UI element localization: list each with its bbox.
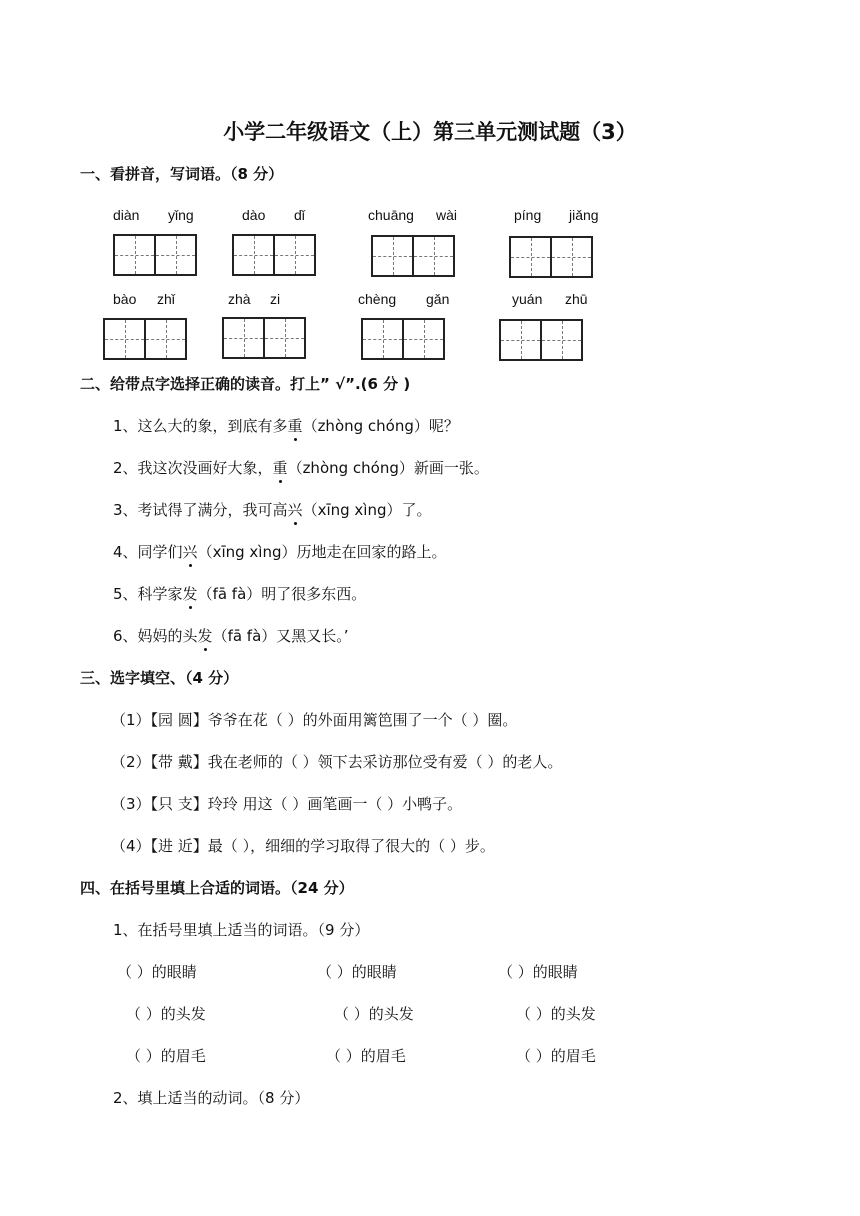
dotted-char: 发 bbox=[182, 585, 198, 603]
pinyin: gǎn bbox=[426, 291, 450, 307]
fill-blank-phrase: （ ）的眉毛 bbox=[516, 1047, 596, 1065]
pinyin: zhū bbox=[565, 291, 588, 307]
dotted-char: 兴 bbox=[287, 501, 303, 519]
question-line: 4、同学们兴（xīng xìng）历地走在回家的路上。 bbox=[113, 543, 447, 561]
fill-blank-line: （4）【进 近】最（ ），细细的学习取得了很大的（ ）步。 bbox=[111, 837, 495, 855]
subquestion-1: 1、在括号里填上适当的词语。（9 分） bbox=[113, 921, 370, 939]
writing-grid[interactable] bbox=[222, 317, 306, 359]
question-line: 5、科学家发（fā fà）明了很多东西。 bbox=[113, 585, 367, 603]
fill-blank-line: （2）【带 戴】我在老师的（ ）领下去采访那位受有爱（ ）的老人。 bbox=[111, 753, 563, 771]
pinyin: zi bbox=[270, 291, 281, 307]
section-1-heading: 一、看拼音，写词语。（8 分） bbox=[80, 165, 284, 183]
fill-blank-phrase: （ ）的头发 bbox=[126, 1005, 206, 1023]
writing-grid[interactable] bbox=[232, 234, 316, 276]
writing-grid[interactable] bbox=[371, 235, 455, 277]
question-line: 6、妈妈的头发（fā fà）又黑又长。’ bbox=[113, 627, 349, 645]
fill-blank-phrase: （ ）的眼睛 bbox=[498, 963, 578, 981]
question-line: 2、我这次没画好大象，重（zhòng chóng）新画一张。 bbox=[113, 459, 489, 477]
section-3-heading: 三、选字填空、（4 分） bbox=[80, 669, 239, 687]
dotted-char: 兴 bbox=[182, 543, 198, 561]
pinyin: dǐ bbox=[294, 207, 305, 223]
fill-blank-phrase: （ ）的眉毛 bbox=[326, 1047, 406, 1065]
subquestion-2: 2、填上适当的动词。（8 分） bbox=[113, 1089, 310, 1107]
fill-blank-phrase: （ ）的头发 bbox=[516, 1005, 596, 1023]
fill-blank-line: （1）【园 圆】爷爷在花（ ）的外面用篱笆围了一个（ ）圈。 bbox=[111, 711, 518, 729]
pinyin: chuāng bbox=[368, 207, 414, 223]
fill-blank-phrase: （ ）的眼睛 bbox=[317, 963, 397, 981]
section-4-heading: 四、在括号里填上合适的词语。（24 分） bbox=[80, 879, 354, 897]
writing-grid[interactable] bbox=[499, 319, 583, 361]
pinyin: píng bbox=[514, 207, 542, 223]
fill-blank-phrase: （ ）的眼睛 bbox=[117, 963, 197, 981]
fill-blank-phrase: （ ）的眉毛 bbox=[126, 1047, 206, 1065]
writing-grid[interactable] bbox=[361, 318, 445, 360]
pinyin: zhà bbox=[228, 291, 251, 307]
writing-grid[interactable] bbox=[509, 236, 593, 278]
fill-blank-phrase: （ ）的头发 bbox=[334, 1005, 414, 1023]
pinyin: dào bbox=[242, 207, 266, 223]
page-title: 小学二年级语文（上）第三单元测试题（3） bbox=[223, 120, 637, 144]
question-line: 1、这么大的象，到底有多重（zhòng chóng）呢？ bbox=[113, 417, 459, 435]
section-2-heading: 二、给带点字选择正确的读音。打上” √”.(6 分 ) bbox=[80, 375, 411, 393]
pinyin: wài bbox=[436, 207, 458, 223]
pinyin: diàn bbox=[113, 207, 140, 223]
writing-grid[interactable] bbox=[103, 318, 187, 360]
dotted-char: 重 bbox=[287, 417, 303, 435]
pinyin: zhǐ bbox=[157, 291, 175, 307]
pinyin: jiǎng bbox=[569, 207, 599, 223]
question-line: 3、考试得了满分，我可高兴（xīng xìng）了。 bbox=[113, 501, 432, 519]
writing-grid[interactable] bbox=[113, 234, 197, 276]
pinyin: bào bbox=[113, 291, 137, 307]
pinyin: chèng bbox=[358, 291, 397, 307]
pinyin: yǐng bbox=[168, 207, 194, 223]
pinyin: yuán bbox=[512, 291, 543, 307]
dotted-char: 重 bbox=[272, 459, 288, 477]
dotted-char: 发 bbox=[197, 627, 213, 645]
fill-blank-line: （3）【只 支】玲玲 用这（ ）画笔画一（ ）小鸭子。 bbox=[111, 795, 463, 813]
